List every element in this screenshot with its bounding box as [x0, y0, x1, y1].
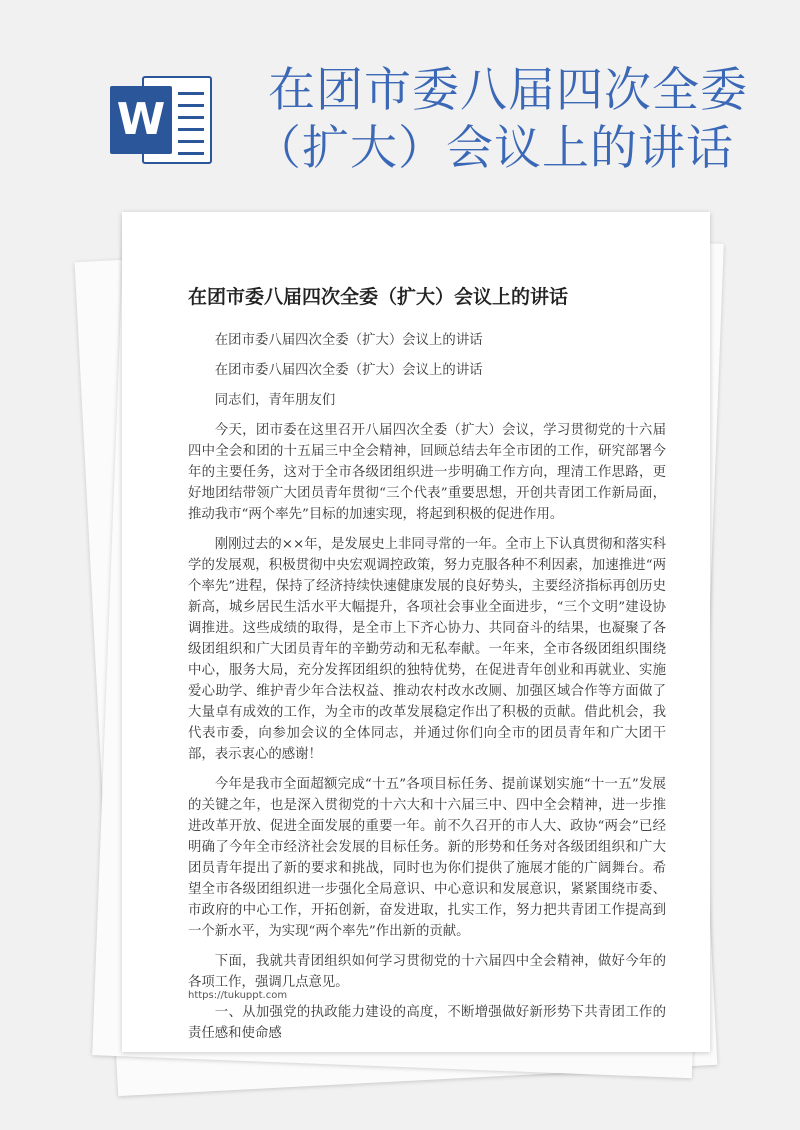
banner-title-line1: 在团市委八届四次全委 — [268, 63, 748, 118]
banner-title-line2: （扩大）会议上的讲话 — [254, 121, 734, 176]
header-banner — [0, 0, 800, 200]
paragraph: 在团市委八届四次全委（扩大）会议上的讲话 — [214, 363, 483, 378]
paragraph: 刚刚过去的××年，是发展史上非同寻常的一年。全市上下认真贯彻和落实科学的发展观，积极贯彻中央宏观调控政策，努力克服各种不利因素，加速推进“两个率先”进程，保持了经济持续快速健康发展的良好势头，主要经济指标再创历史新高，城乡居民生活水平大幅提升，各项社会事业全面进步，“三个文明”建设协调推进。这些成绩的取得，是全市上下齐心协力、共同奋斗的结果，也凝聚了各级团组织和广大团员青年的辛勤劳动和无私奉献。一年来，全市各级团组织围绕中心，服务大局，充分发挥团组织的独特优势，在促进青年创业和再就业、实施爱心助学、维护青少年合法权益、推动农村改水改厕、加强区域合作等方面做了大量卓有成效的工作，为全市的改革发展稳定作出了积极的贡献。借此机会，我代表市委，向参加会议的全体同志，并通过你们向全市的团员青年和广大团干部，表示衷心的感谢！ — [188, 537, 666, 762]
paragraph: 下面，我就共青团组织如何学习贯彻党的十六届四中全会精神，做好今年的各项工作，强调几点意见。 — [188, 954, 666, 990]
document-title: 在团市委八届四次全委（扩大）会议上的讲话 — [188, 286, 569, 308]
paragraph: 在团市委八届四次全委（扩大）会议上的讲话 — [214, 333, 483, 348]
paragraph: 今天，团市委在这里召开八届四次全委（扩大）会议，学习贯彻党的十六届四中全会和团的十五届三中全会精神，回顾总结去年全市团的工作，研究部署今年的主要任务，这对于全市各级团组织进一步明确工作方向，理清工作思路，更好地团结带领广大团员青年贯彻“三个代表”重要思想，开创共青团工作新局面，推动我市“两个率先”目标的加速实现，将起到积极的促进作用。 — [188, 423, 666, 522]
banner-title — [254, 62, 788, 178]
footer-url[interactable]: https://tukuppt.com — [188, 990, 288, 1001]
word-letter-badge: W — [110, 86, 172, 154]
paragraph: 一、从加强党的执政能力建设的高度，不断增强做好新形势下共青团工作的责任感和使命感 — [188, 1005, 666, 1041]
document-page — [122, 212, 710, 1052]
document-body — [188, 330, 666, 1052]
paragraph: 今年是我市全面超额完成“十五”各项目标任务、提前谋划实施“十一五”发展的关键之年，也是深入贯彻党的十六大和十六届三中、四中全会精神，进一步推进改革开放、促进全面发展的重要一年。前不久召开的市人大、政协“两会”已经明确了今年全市经济社会发展的目标任务。新的形势和任务对各级团组织和广大团员青年提出了新的要求和挑战，同时也为你们提供了施展才能的广阔舞台。希望全市各级团组织进一步强化全局意识、中心意识和发展意识，紧紧围绕市委、市政府的中心工作，开拓创新，奋发进取，扎实工作，努力把共青团工作提高到一个新水平，为实现“两个率先”作出新的贡献。 — [188, 777, 666, 939]
paragraph: 同志们，青年朋友们 — [214, 393, 336, 408]
word-icon — [110, 72, 216, 168]
